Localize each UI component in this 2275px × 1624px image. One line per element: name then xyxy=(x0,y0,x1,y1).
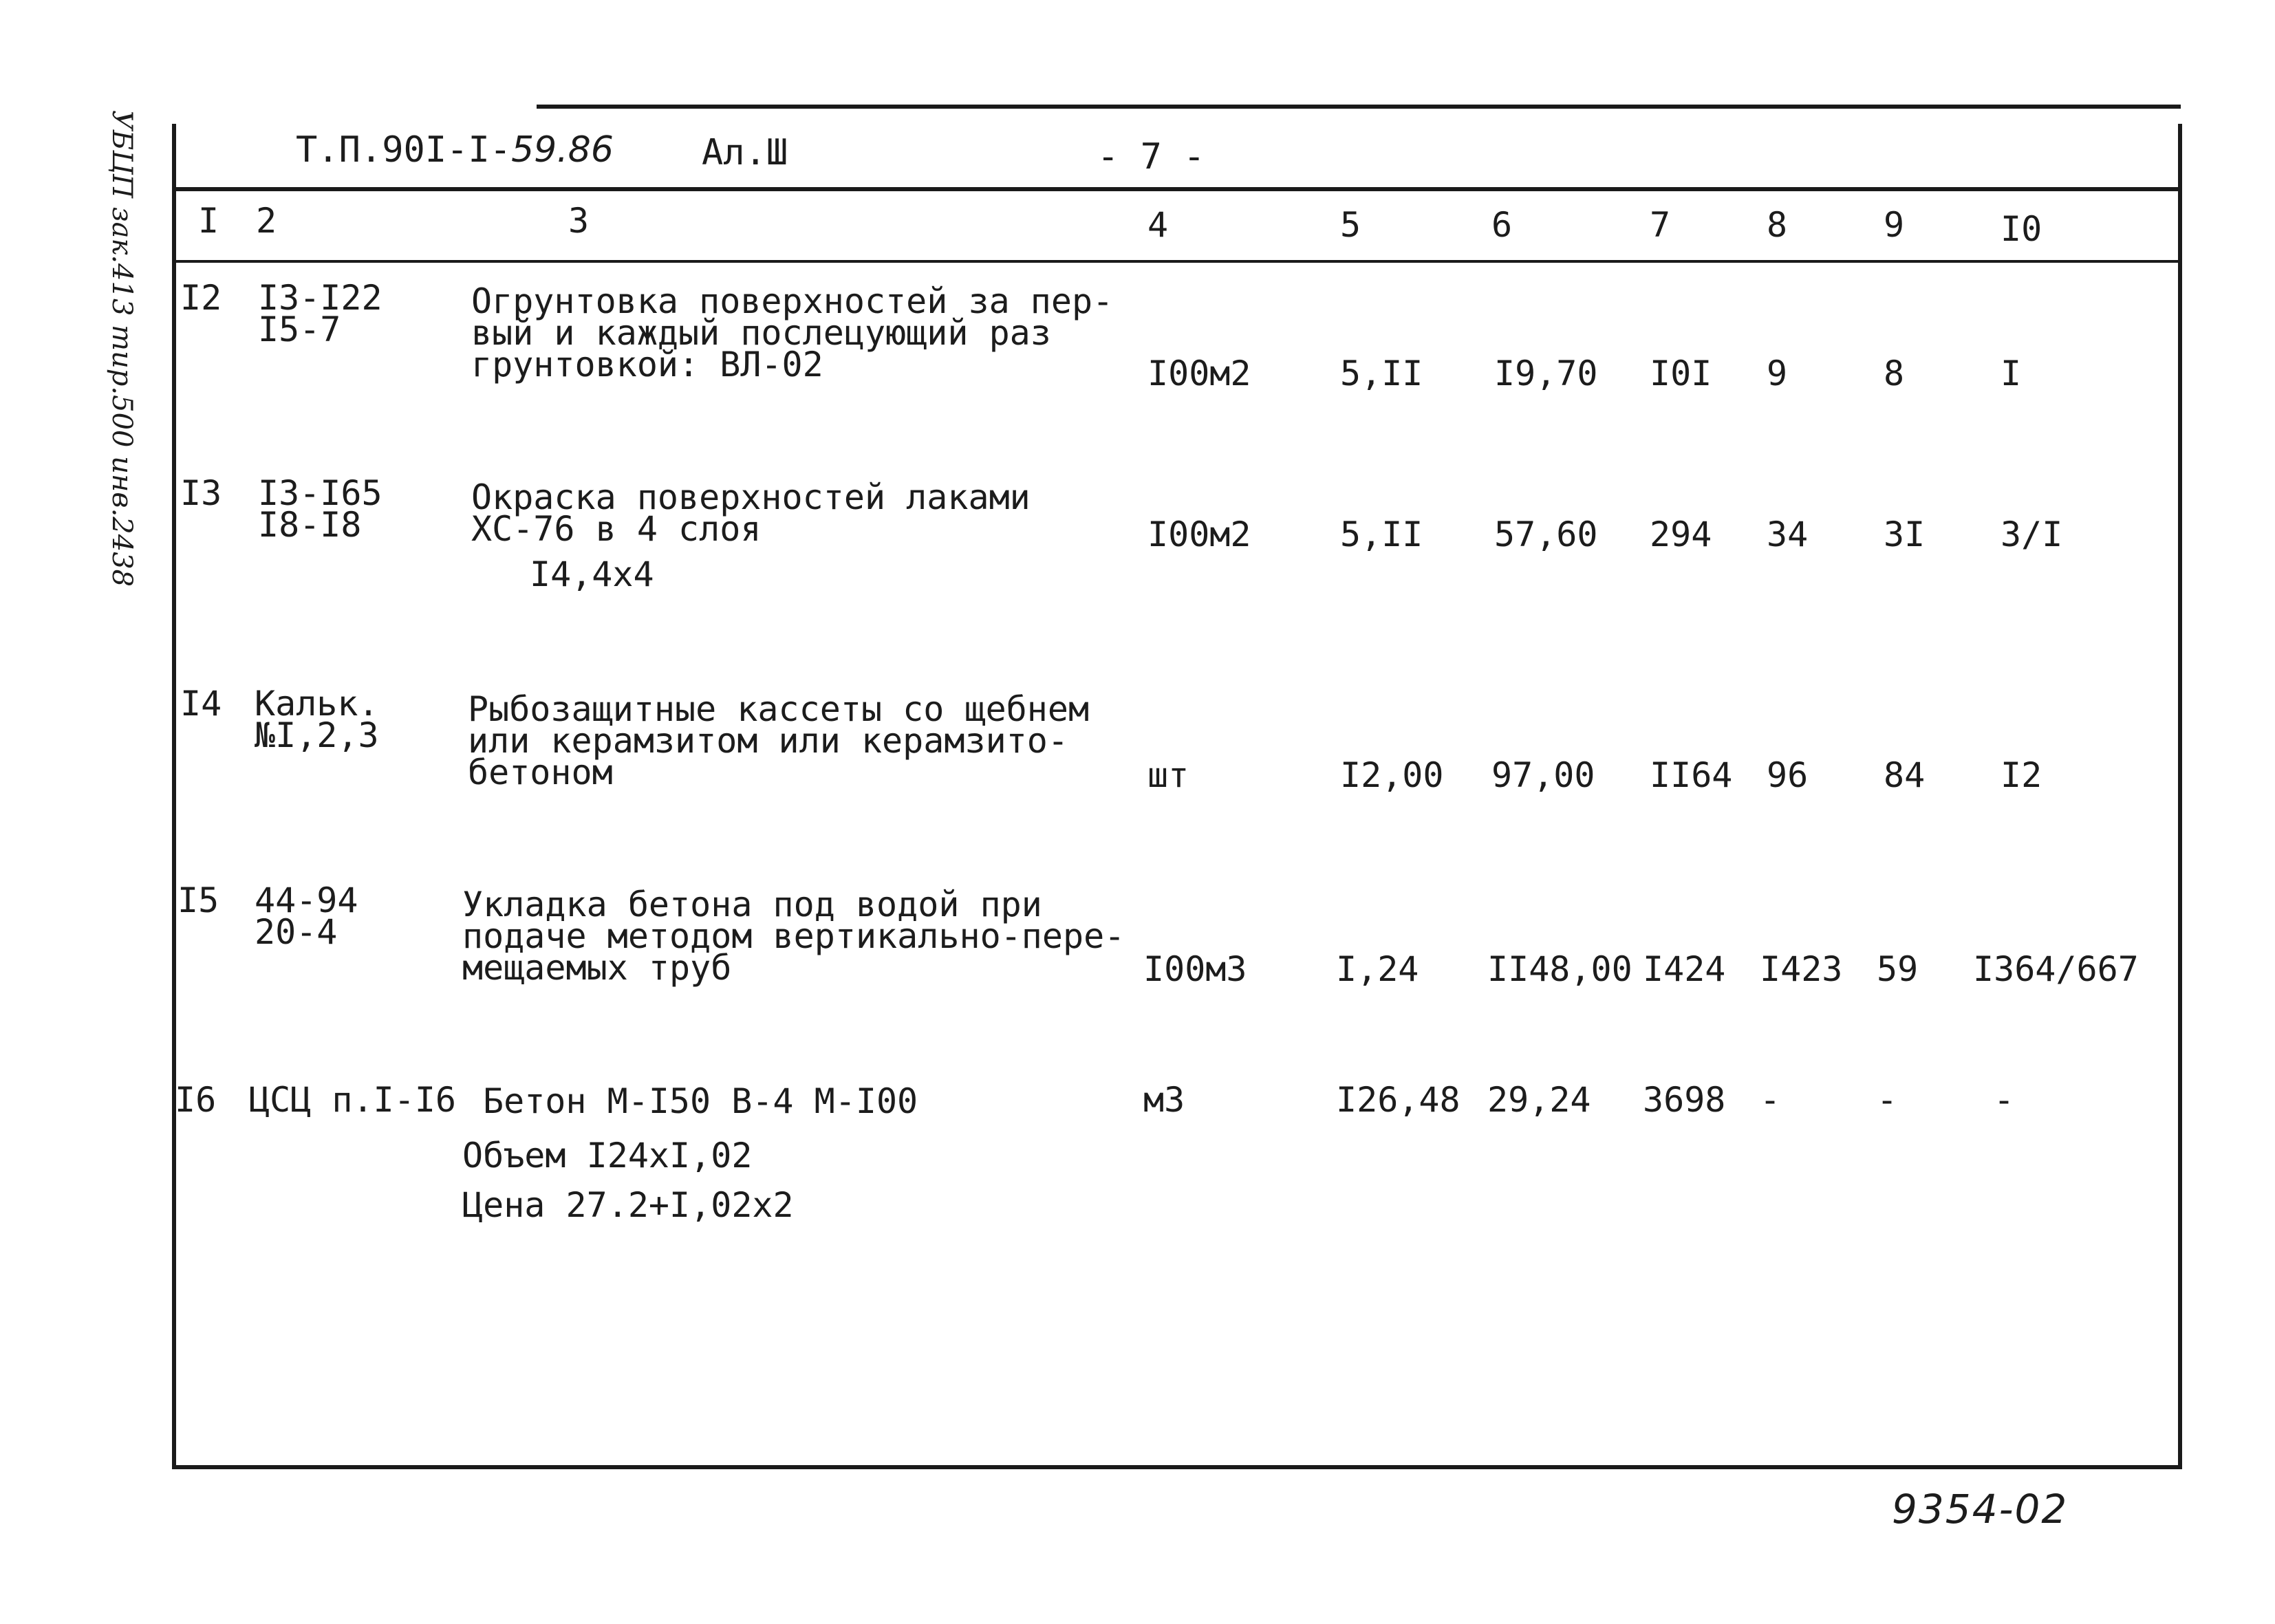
row-note: Объем I24хI,02 Цена 27.2+I,02х2 xyxy=(462,1136,794,1225)
row-total: 294 xyxy=(1650,515,1712,554)
row-unit: I00м3 xyxy=(1143,949,1247,989)
document-code-number: 59.86 xyxy=(511,129,614,171)
document-code xyxy=(296,129,614,171)
row-code: I3-I22 I5-7 xyxy=(258,278,382,349)
row-price: 57,60 xyxy=(1494,515,1598,554)
row-col9: 8 xyxy=(1884,354,1905,393)
row-unit: м3 xyxy=(1143,1080,1185,1120)
row-description: Рыбозащитные кассеты со щебнем или керамзитом или керамзито- бетоном xyxy=(468,689,1090,792)
row-total: I424 xyxy=(1643,949,1726,989)
frame-top-line xyxy=(537,105,2181,109)
row-col8: I423 xyxy=(1760,949,1843,989)
column-header-1: I xyxy=(198,201,219,241)
album-label: Ал.Ш xyxy=(702,132,788,173)
row-col9: 84 xyxy=(1884,755,1926,795)
row-note: I4,4х4 xyxy=(530,554,654,594)
row-number: I2 xyxy=(180,278,222,318)
row-total: I0I xyxy=(1650,354,1712,393)
row-col10: I xyxy=(2001,354,2022,393)
row-col8: - xyxy=(1760,1080,1781,1120)
column-header-8: 8 xyxy=(1767,205,1788,245)
row-col10: I2 xyxy=(2001,755,2042,795)
page-number: - 7 - xyxy=(1097,136,1205,177)
row-col8: 9 xyxy=(1767,354,1788,393)
row-code: ЦСЦ п.I-I6 xyxy=(249,1080,457,1120)
column-header-4: 4 xyxy=(1147,205,1169,245)
row-number: I4 xyxy=(180,684,222,724)
side-stamp: УБЦП зак.413 тир.500 инв.2438 xyxy=(106,110,138,587)
row-price: 97,00 xyxy=(1491,755,1595,795)
row-code: I3-I65 I8-I8 xyxy=(258,473,382,545)
row-code: 44-94 20-4 xyxy=(255,880,358,952)
row-col9: - xyxy=(1877,1080,1898,1120)
row-number: I3 xyxy=(180,473,222,513)
row-description: Укладка бетона под водой при подаче методом вертикально-пере- мещаемых труб xyxy=(462,885,1125,988)
column-header-9: 9 xyxy=(1884,205,1905,245)
column-header-2: 2 xyxy=(256,201,277,241)
row-description: Окраска поверхностей лаками ХС-76 в 4 слоя xyxy=(471,477,1031,549)
row-col9: 3I xyxy=(1884,515,1926,554)
column-header-6: 6 xyxy=(1491,205,1513,245)
row-quantity: I,24 xyxy=(1336,949,1419,989)
row-price: I9,70 xyxy=(1494,354,1598,393)
column-header-10: I0 xyxy=(2001,209,2042,249)
row-number: I5 xyxy=(177,880,219,920)
row-total: 3698 xyxy=(1643,1080,1726,1120)
row-col8: 96 xyxy=(1767,755,1809,795)
column-number-divider xyxy=(172,260,2178,263)
row-quantity: I2,00 xyxy=(1340,755,1444,795)
row-unit: I00м2 xyxy=(1147,515,1251,554)
row-unit: шт xyxy=(1147,755,1189,795)
row-col10: - xyxy=(1994,1080,2015,1120)
row-total: II64 xyxy=(1650,755,1733,795)
row-number: I6 xyxy=(175,1080,217,1120)
document-code-prefix: Т.П.90I-I- xyxy=(296,129,512,171)
column-header-3: 3 xyxy=(568,201,590,241)
row-price: 29,24 xyxy=(1487,1080,1591,1120)
row-quantity: 5,II xyxy=(1340,515,1423,554)
column-header-7: 7 xyxy=(1650,205,1671,245)
row-description: Бетон М-I50 В-4 М-I00 xyxy=(483,1081,918,1121)
row-col10: I364/667 xyxy=(1973,949,2139,989)
row-col8: 34 xyxy=(1767,515,1809,554)
column-header-5: 5 xyxy=(1340,205,1361,245)
row-quantity: 5,II xyxy=(1340,354,1423,393)
row-col9: 59 xyxy=(1877,949,1919,989)
header-divider xyxy=(172,187,2178,191)
row-price: II48,00 xyxy=(1487,949,1632,989)
row-code: Кальк. №I,2,3 xyxy=(255,684,379,755)
row-unit: I00м2 xyxy=(1147,354,1251,393)
row-quantity: I26,48 xyxy=(1336,1080,1460,1120)
document-number: 9354-02 xyxy=(1892,1486,2069,1533)
row-col10: 3/I xyxy=(2001,515,2063,554)
row-description: Огрунтовка поверхностей за пер- вый и каждый послецующий раз грунтовкой: ВЛ-02 xyxy=(471,281,1114,385)
